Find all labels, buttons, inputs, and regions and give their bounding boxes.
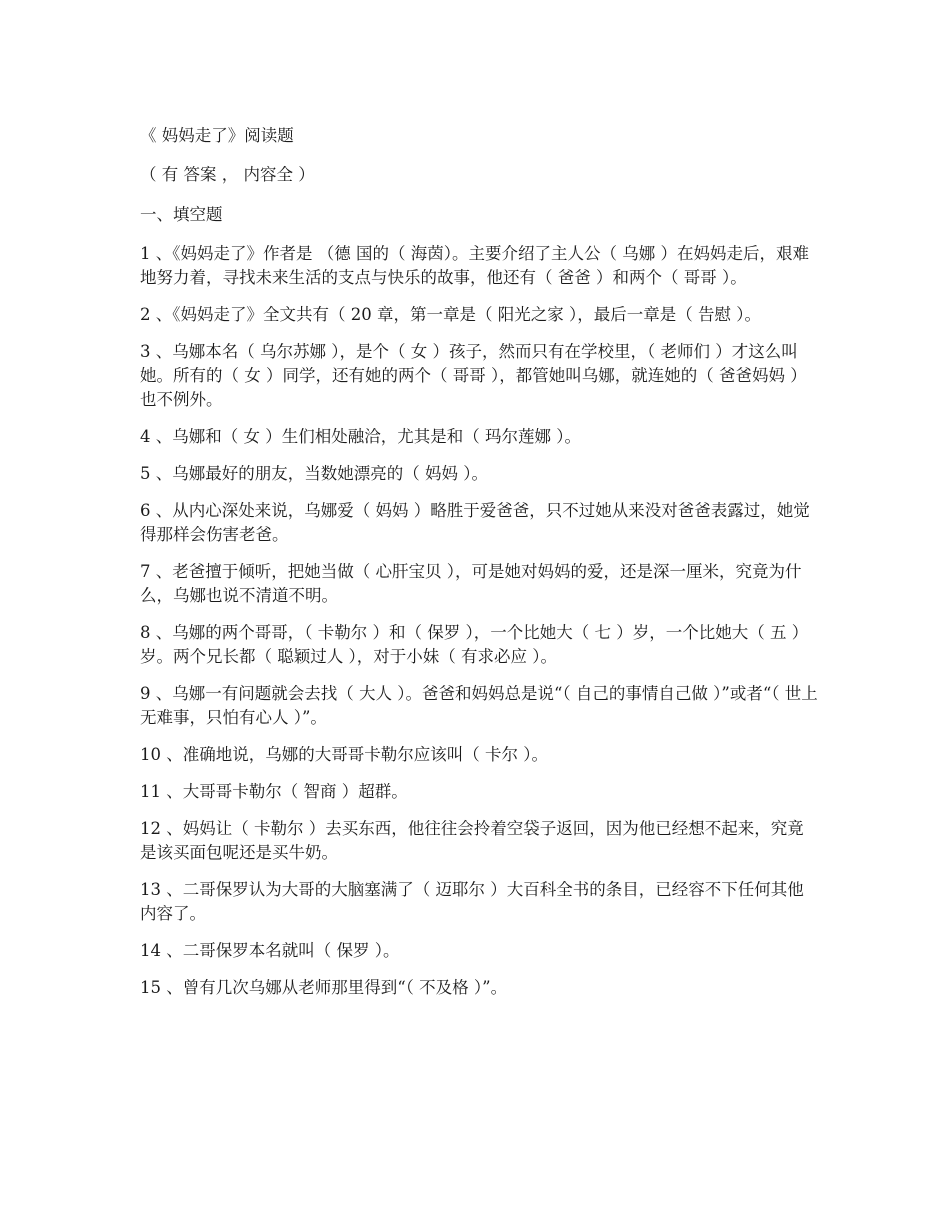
question-item-3: 3 、乌娜本名（ 乌尔苏娜 ），是个（ 女 ）孩子，然而只有在学校里，（ 老师们 ）才这么叫她。所有的（ 女 ）同学，还有她的两个（ 哥哥 ），都管她叫乌娜，就连她的（ 爸爸妈妈 ）也不例外。	[140, 342, 807, 409]
section-heading: 一、填空题	[140, 205, 223, 224]
question-item-10: 10 、准确地说，乌娜的大哥哥卡勒尔应该叫（ 卡尔 ）。	[140, 745, 548, 764]
document-subtitle: （ 有 答案 ， 内容全 ）	[140, 165, 315, 184]
question-item-8: 8 、乌娜的两个哥哥，（ 卡勒尔 ）和（ 保罗 ），一个比她大（ 七 ）岁，一个比她大（ 五 ）岁。两个兄长都（ 聪颖过人 ），对于小妹（ 有求必应 ）。	[140, 623, 809, 666]
question-item-13: 13 、二哥保罗认为大哥的大脑塞满了（ 迈耶尔 ）大百科全书的条目，已经容不下任何其他内容了。	[140, 880, 804, 923]
document-title: 《 妈妈走了》阅读题	[140, 126, 294, 145]
question-item-1: 1 、《妈妈走了》作者是 （德 国的（ 海茵）。主要介绍了主人公（ 乌娜 ）在妈妈走后，艰难地努力着，寻找未来生活的支点与快乐的故事，他还有（ 爸爸 ）和两个（ 哥哥 ）。	[140, 244, 809, 287]
question-item-5: 5 、乌娜最好的朋友，当数她漂亮的（ 妈妈 ）。	[140, 464, 488, 483]
question-item-12: 12 、妈妈让（ 卡勒尔 ）去买东西，他往往会拎着空袋子返回，因为他已经想不起来，究竟是该买面包呢还是买牛奶。	[140, 819, 804, 862]
question-item-7: 7 、老爸擅于倾听，把她当做（ 心肝宝贝 ），可是她对妈妈的爱，还是深一厘米，究竟为什么，乌娜也说不清道不明。	[140, 562, 802, 605]
question-item-6: 6 、从内心深处来说，乌娜爱（ 妈妈 ）略胜于爱爸爸，只不过她从来没对爸爸表露过，她觉得那样会伤害老爸。	[140, 501, 810, 544]
question-item-14: 14 、二哥保罗本名就叫（ 保罗 ）。	[140, 941, 400, 960]
question-item-4: 4 、乌娜和（ 女 ）生们相处融洽，尤其是和（ 玛尔莲娜 ）。	[140, 427, 581, 446]
document-body	[140, 124, 820, 1013]
question-item-9: 9 、乌娜一有问题就会去找（ 大人 ）。爸爸和妈妈总是说“（ 自己的事情自己做 ）”或者“（ 世上无难事，只怕有心人 ）”。	[140, 684, 818, 727]
question-item-15: 15 、曾有几次乌娜从老师那里得到“（ 不及格 ）”。	[140, 978, 508, 997]
question-item-2: 2 、《妈妈走了》全文共有（ 20 章，第一章是（ 阳光之家 ），最后一章是（ 告慰 ）。	[140, 305, 761, 324]
question-item-11: 11 、大哥哥卡勒尔（ 智商 ）超群。	[140, 782, 408, 801]
